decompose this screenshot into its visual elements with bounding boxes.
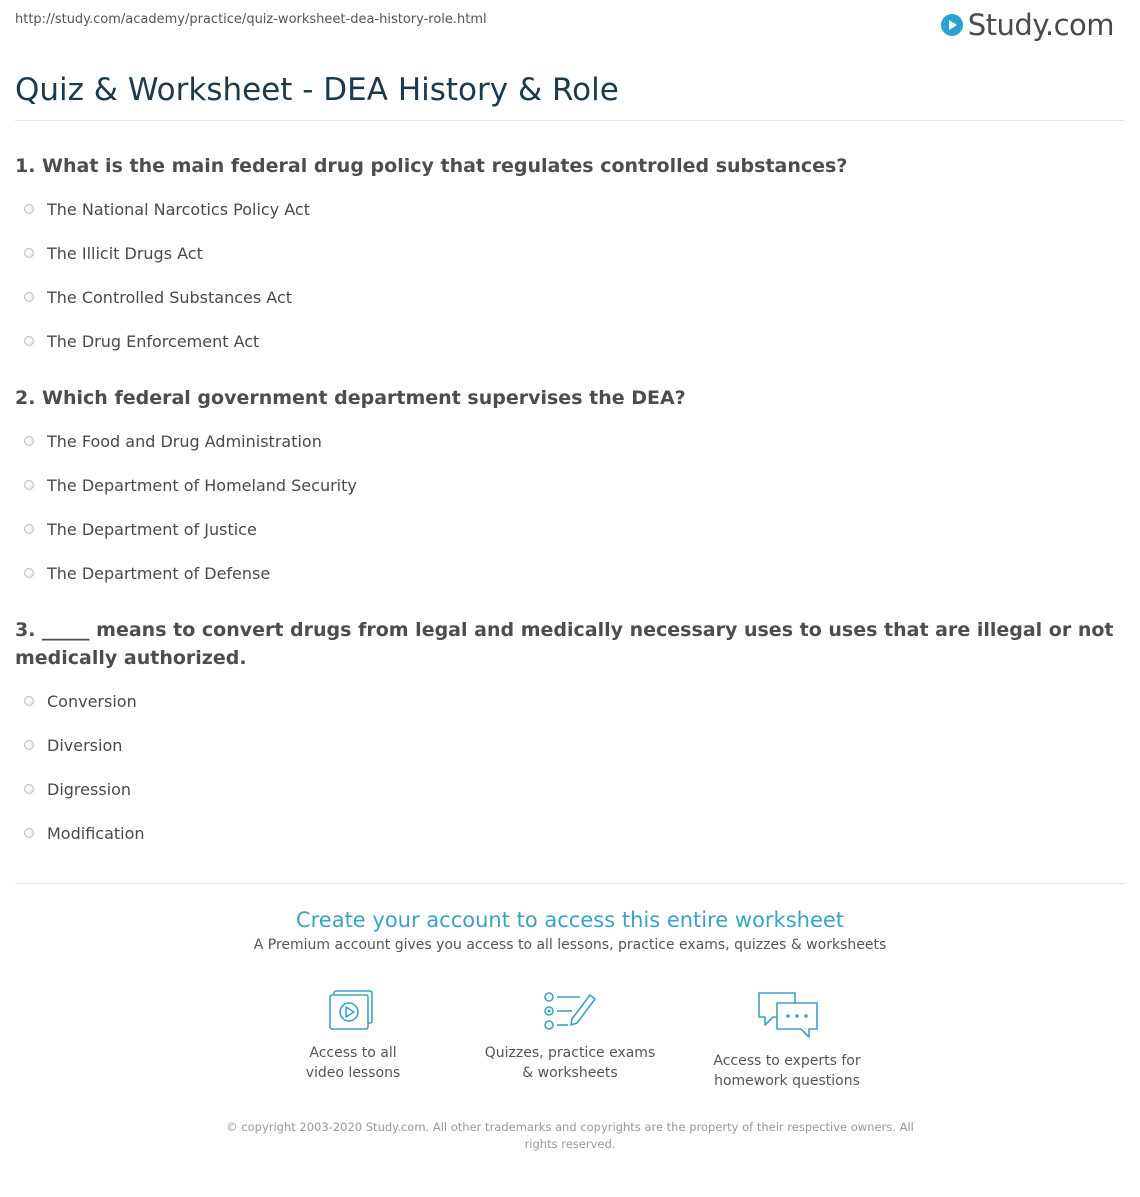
- option-label: The Department of Homeland Security: [47, 475, 357, 495]
- question-2: [15, 384, 1125, 595]
- feature-line-1: Access to experts for: [713, 1053, 861, 1069]
- answer-options: [15, 187, 1125, 363]
- option-label: Diversion: [47, 735, 123, 755]
- answer-option[interactable]: [15, 187, 1125, 231]
- study-logo[interactable]: [940, 8, 1114, 42]
- cta-title-link[interactable]: Create your account to access this entire worksheet: [295, 908, 845, 932]
- radio-button[interactable]: [24, 248, 34, 258]
- radio-button[interactable]: [24, 696, 34, 706]
- answer-option[interactable]: [15, 551, 1125, 595]
- radio-button[interactable]: [24, 828, 34, 838]
- feature-quizzes: [462, 989, 679, 1091]
- signup-cta: [15, 884, 1125, 1153]
- option-label: The Food and Drug Administration: [47, 431, 322, 451]
- answer-option[interactable]: [15, 507, 1125, 551]
- question-3: [15, 616, 1125, 855]
- logo-text: Study.com: [967, 8, 1114, 42]
- question-text: 3. _____ means to convert drugs from legal and medically necessary uses to uses that are illegal or not medically authorized.: [15, 619, 1114, 669]
- feature-line-1: Access to all: [309, 1045, 397, 1061]
- page-url: http://study.com/academy/practice/quiz-worksheet-dea-history-role.html: [15, 12, 487, 27]
- option-label: The Department of Justice: [47, 519, 257, 539]
- radio-button[interactable]: [24, 436, 34, 446]
- option-label: The Department of Defense: [47, 563, 271, 583]
- radio-button[interactable]: [24, 740, 34, 750]
- answer-option[interactable]: [15, 419, 1125, 463]
- question-text: 1. What is the main federal drug policy that regulates controlled substances?: [15, 155, 848, 177]
- radio-button[interactable]: [24, 336, 34, 346]
- radio-button[interactable]: [24, 784, 34, 794]
- answer-option[interactable]: [15, 275, 1125, 319]
- answer-option[interactable]: [15, 679, 1125, 723]
- title-divider: [15, 120, 1125, 121]
- option-label: The National Narcotics Policy Act: [47, 199, 310, 219]
- answer-options: [15, 679, 1125, 855]
- answer-option[interactable]: [15, 463, 1125, 507]
- copyright-footer: © copyright 2003-2020 Study.com. All other trademarks and copyrights are the property of their respective owners. All rights reserved.: [226, 1120, 914, 1151]
- chat-experts-icon: [755, 989, 819, 1041]
- radio-button[interactable]: [24, 292, 34, 302]
- feature-line-2: video lessons: [305, 1065, 401, 1081]
- radio-button[interactable]: [24, 568, 34, 578]
- feature-video-lessons: [245, 989, 462, 1091]
- option-label: Modification: [47, 823, 145, 843]
- play-circle-icon: [940, 13, 964, 37]
- feature-line-2: & worksheets: [522, 1065, 618, 1081]
- page-title: Quiz & Worksheet - DEA History & Role: [15, 72, 619, 108]
- option-label: Conversion: [47, 691, 137, 711]
- quiz-checklist-icon: [542, 989, 598, 1033]
- question-text: 2. Which federal government department supervises the DEA?: [15, 387, 686, 409]
- answer-option[interactable]: [15, 231, 1125, 275]
- answer-option[interactable]: [15, 811, 1125, 855]
- radio-button[interactable]: [24, 204, 34, 214]
- top-bar: [0, 0, 1140, 52]
- answer-options: [15, 419, 1125, 595]
- answer-option[interactable]: [15, 319, 1125, 363]
- feature-line-1: Quizzes, practice exams: [484, 1045, 656, 1061]
- question-1: [15, 152, 1125, 363]
- option-label: Digression: [47, 779, 132, 799]
- feature-list: [15, 989, 1125, 1091]
- feature-line-2: homework questions: [714, 1073, 860, 1089]
- feature-experts: [679, 989, 896, 1091]
- option-label: The Drug Enforcement Act: [47, 331, 260, 351]
- radio-button[interactable]: [24, 480, 34, 490]
- video-lessons-icon: [326, 989, 380, 1033]
- option-label: The Illicit Drugs Act: [47, 243, 203, 263]
- cta-subtitle: A Premium account gives you access to all lessons, practice exams, quizzes & worksheets: [253, 937, 887, 953]
- answer-option[interactable]: [15, 723, 1125, 767]
- radio-button[interactable]: [24, 524, 34, 534]
- answer-option[interactable]: [15, 767, 1125, 811]
- option-label: The Controlled Substances Act: [47, 287, 293, 307]
